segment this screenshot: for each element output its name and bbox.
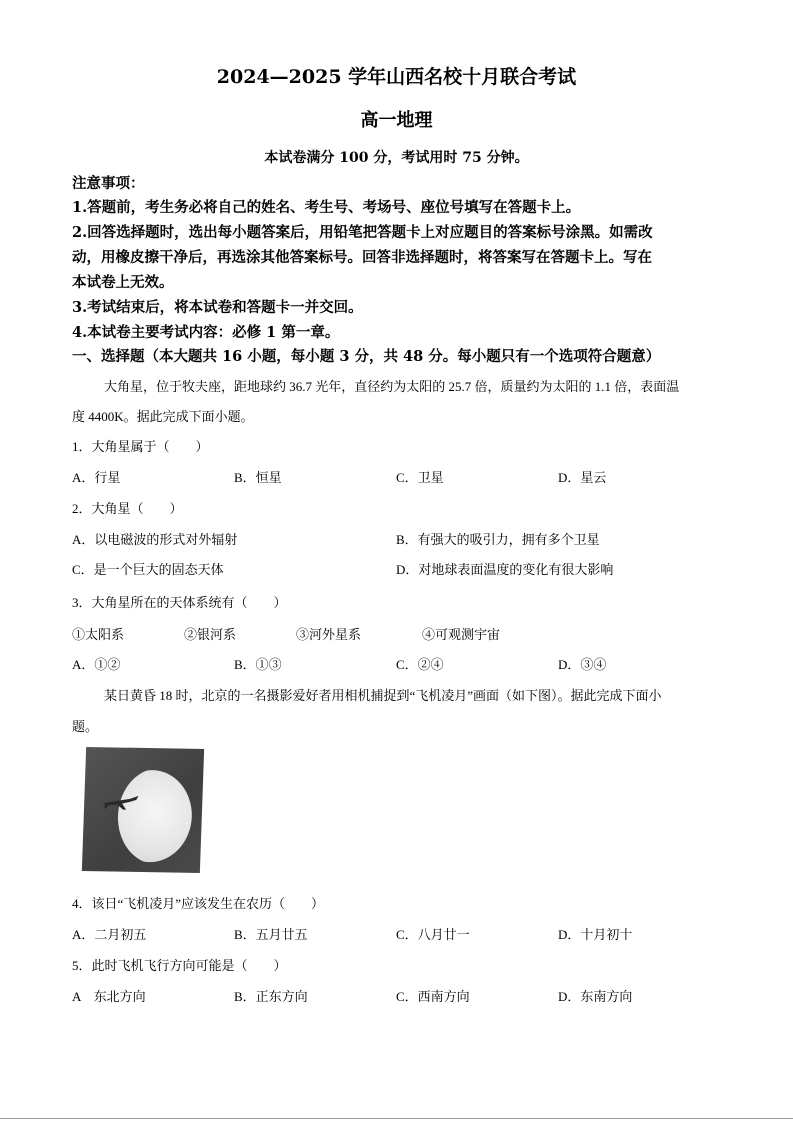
exam-title: 2024—2025 学年山西名校十月联合考试 (216, 66, 577, 88)
q2-option-d: D．对地球表面温度的变化有很大影响 (396, 562, 614, 577)
q1-option-a: A．行星 (72, 470, 121, 485)
q4-option-a: A．二月初五 (72, 927, 147, 942)
passage2-line-2: 题。 (72, 719, 99, 734)
note-line-2: 2.回答选择题时，选出每小题答案后，用铅笔把答题卡上对应题目的答案标号涂黑。如需改 (72, 224, 653, 241)
q4-stem: 4．该日“飞机凌月”应该发生在农历（ ） (72, 896, 325, 911)
note-line-3: 动，用橡皮擦干净后，再选涂其他答案标号。回答非选择题时，将答案写在答题卡上。写在 (72, 249, 652, 266)
note-line-1: 1.答题前，考生务必将自己的姓名、考生号、考场号、座位号填写在答题卡上。 (72, 199, 581, 216)
q2-stem: 2．大角星（ ） (72, 501, 183, 516)
q5-option-d: D．东南方向 (558, 989, 633, 1004)
exam-subject: 高一地理 (360, 110, 433, 131)
q4-option-b: B．五月廿五 (234, 927, 308, 942)
q1-option-c: C．卫星 (396, 470, 444, 485)
q3-item-2: ②银河系 (184, 627, 237, 642)
passage1-line-2: 度 4400K。据此完成下面小题。 (72, 409, 254, 424)
q4-option-c: C．八月廿一 (396, 927, 470, 942)
passage1-line-1: 大角星，位于牧夫座，距地球约 36.7 光年，直径约为太阳的 25.7 倍，质量约为太阳的 1.1 倍，表面温 (104, 379, 680, 394)
q2-option-c: C．是一个巨大的固态天体 (72, 562, 224, 577)
q5-option-b: B．正东方向 (234, 989, 308, 1004)
q2-option-b: B．有强大的吸引力，拥有多个卫星 (396, 532, 600, 547)
note-line-5: 3.考试结束后，将本试卷和答题卡一并交回。 (72, 299, 363, 316)
q1-option-b: B．恒星 (234, 470, 282, 485)
notes-heading: 注意事项： (72, 175, 145, 192)
q3-item-3: ③河外星系 (296, 627, 362, 642)
q1-stem: 1．大角星属于（ ） (72, 439, 209, 454)
moon-shape (108, 769, 193, 862)
airplane-icon (100, 789, 141, 814)
page-bottom-rule (0, 1118, 793, 1119)
q1-option-d: D．星云 (558, 470, 607, 485)
passage2-line-1: 某日黄昏 18 时，北京的一名摄影爱好者用相机捕捉到“飞机凌月”画面（如下图）。据此完成下面小 (104, 688, 662, 703)
q3-option-c: C．②④ (396, 657, 444, 672)
q5-option-a: A 东北方向 (72, 989, 146, 1004)
section-heading: 一、选择题（本大题共 16 小题，每小题 3 分，共 48 分。每小题只有一个选项符合题意） (72, 348, 661, 365)
q3-option-d: D．③④ (558, 657, 607, 672)
q3-item-4: ④可观测宇宙 (422, 627, 501, 642)
note-line-6: 4.本试卷主要考试内容：必修 1 第一章。 (72, 324, 340, 341)
q3-option-a: A．①② (72, 657, 121, 672)
q2-option-a: A．以电磁波的形式对外辐射 (72, 532, 238, 547)
q4-option-d: D．十月初十 (558, 927, 633, 942)
q3-item-1: ①太阳系 (72, 627, 125, 642)
q3-stem: 3．大角星所在的天体系统有（ ） (72, 595, 287, 610)
exam-info: 本试卷满分 100 分，考试用时 75 分钟。 (264, 150, 529, 166)
q5-stem: 5．此时飞机飞行方向可能是（ ） (72, 958, 287, 973)
q3-option-b: B．①③ (234, 657, 282, 672)
q5-option-c: C．西南方向 (396, 989, 470, 1004)
note-line-4: 本试卷上无效。 (72, 274, 174, 291)
plane-crossing-moon-photo (82, 747, 204, 873)
